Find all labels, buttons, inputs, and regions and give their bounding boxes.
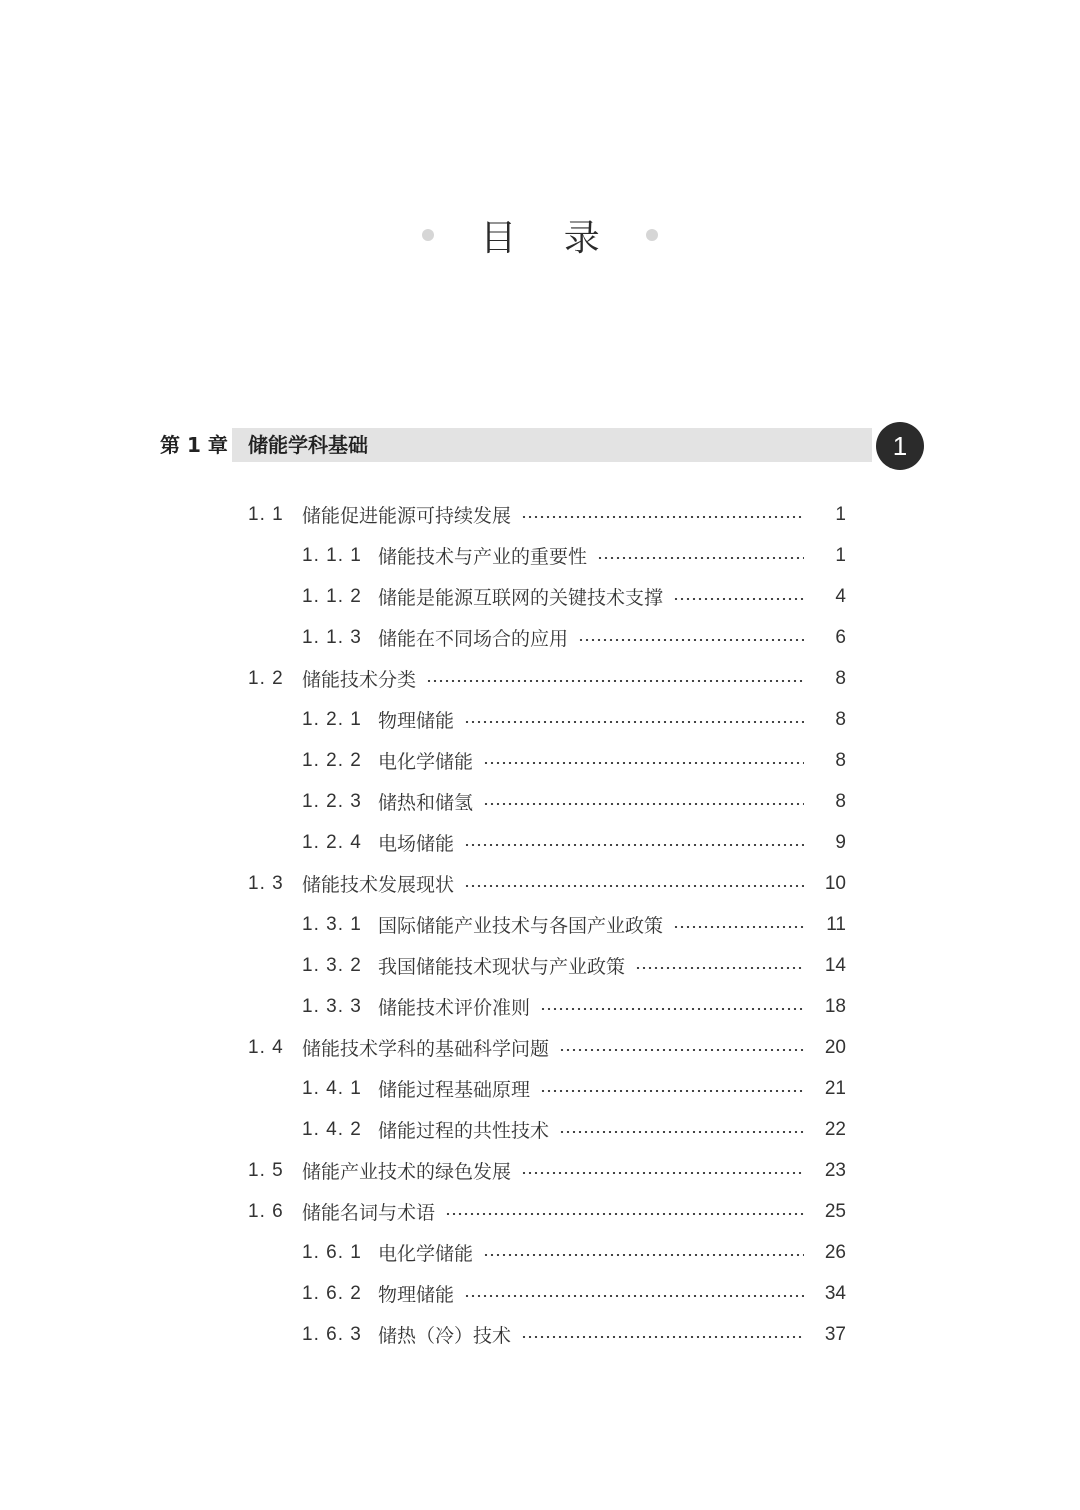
toc-entry-number: 1. 1 <box>248 503 284 525</box>
toc-entry-title: 储热和储氢 <box>378 792 474 814</box>
title-dot-left-icon <box>422 229 434 241</box>
toc-leader-dots <box>673 926 804 928</box>
toc-entry-page: 1 <box>835 503 846 525</box>
toc-entry-number: 1. 4. 2 <box>302 1118 362 1140</box>
page-title: 目 录 <box>480 217 618 259</box>
toc-entry-page: 8 <box>835 749 846 771</box>
toc-subsection-entry[interactable] <box>0 1314 1080 1355</box>
toc-leader-dots <box>635 967 804 969</box>
toc-entry-number: 1. 3. 2 <box>302 954 362 976</box>
toc-leader-dots <box>673 598 804 600</box>
toc-leader-dots <box>464 844 804 846</box>
toc-leader-dots <box>559 1049 804 1051</box>
toc-entry-title: 储能产业技术的绿色发展 <box>302 1161 512 1183</box>
toc-entry-page: 22 <box>824 1118 846 1140</box>
toc-section-entry[interactable] <box>0 494 1080 535</box>
toc-entry-title: 储能是能源互联网的关键技术支撑 <box>378 587 664 609</box>
toc-entry-title: 储能过程的共性技术 <box>378 1120 550 1142</box>
toc-subsection-entry[interactable] <box>0 1068 1080 1109</box>
toc-section-entry[interactable] <box>0 1150 1080 1191</box>
toc-entry-page: 10 <box>824 872 846 894</box>
toc-entry-title: 我国储能技术现状与产业政策 <box>378 956 626 978</box>
toc-leader-dots <box>578 639 804 641</box>
toc-leader-dots <box>521 1172 804 1174</box>
toc-entry-page: 25 <box>824 1200 846 1222</box>
toc-entry-number: 1. 5 <box>248 1159 284 1181</box>
toc-entry-number: 1. 2 <box>248 667 284 689</box>
toc-leader-dots <box>445 1213 804 1215</box>
chapter-header <box>160 424 930 466</box>
toc-entry-page: 1 <box>835 544 846 566</box>
toc-subsection-entry[interactable] <box>0 945 1080 986</box>
toc-subsection-entry[interactable] <box>0 1232 1080 1273</box>
toc-entry-title: 储能技术评价准则 <box>378 997 531 1019</box>
toc-entry-title: 国际储能产业技术与各国产业政策 <box>378 915 664 937</box>
toc-entry-title: 储能技术学科的基础科学问题 <box>302 1038 550 1060</box>
toc-entry-number: 1. 1. 3 <box>302 626 362 648</box>
toc-leader-dots <box>464 1295 804 1297</box>
toc-entry-title: 电化学储能 <box>378 1243 474 1265</box>
toc-subsection-entry[interactable] <box>0 699 1080 740</box>
toc-leader-dots <box>464 721 804 723</box>
toc-entry-title: 物理储能 <box>378 710 455 732</box>
toc-entry-title: 储能技术与产业的重要性 <box>378 546 588 568</box>
toc-entry-number: 1. 4. 1 <box>302 1077 362 1099</box>
toc-entry-title: 储能促进能源可持续发展 <box>302 505 512 527</box>
toc-entry-number: 1. 1. 1 <box>302 544 362 566</box>
toc-leader-dots <box>540 1008 804 1010</box>
toc-entry-number: 1. 3 <box>248 872 284 894</box>
toc-leader-dots <box>521 1336 804 1338</box>
toc-entry-page: 26 <box>824 1241 846 1263</box>
toc-entry-page: 37 <box>824 1323 846 1345</box>
toc-entry-number: 1. 3. 3 <box>302 995 362 1017</box>
toc-section-entry[interactable] <box>0 1027 1080 1068</box>
toc-subsection-entry[interactable] <box>0 781 1080 822</box>
toc-leader-dots <box>559 1131 804 1133</box>
toc-entry-page: 8 <box>835 790 846 812</box>
toc-entry-page: 8 <box>835 708 846 730</box>
toc-entry-number: 1. 4 <box>248 1036 284 1058</box>
toc-subsection-entry[interactable] <box>0 535 1080 576</box>
toc-entry-number: 1. 2. 2 <box>302 749 362 771</box>
toc-entry-page: 11 <box>826 913 846 935</box>
toc-entry-page: 9 <box>835 831 846 853</box>
chapter-number-badge: 1 <box>876 422 924 470</box>
toc-entry-page: 23 <box>824 1159 846 1181</box>
toc-subsection-entry[interactable] <box>0 576 1080 617</box>
toc-section-entry[interactable] <box>0 1191 1080 1232</box>
toc-entry-page: 8 <box>835 667 846 689</box>
toc-leader-dots <box>483 1254 804 1256</box>
toc-leader-dots <box>597 557 804 559</box>
toc-subsection-entry[interactable] <box>0 740 1080 781</box>
toc-section-entry[interactable] <box>0 658 1080 699</box>
toc-entry-number: 1. 6. 2 <box>302 1282 362 1304</box>
toc-entry-number: 1. 6 <box>248 1200 284 1222</box>
toc-entry-page: 20 <box>824 1036 846 1058</box>
toc-entry-page: 14 <box>824 954 846 976</box>
toc-entry-title: 储能名词与术语 <box>302 1202 436 1224</box>
table-of-contents <box>0 494 1080 1355</box>
toc-entry-title: 电场储能 <box>378 833 455 855</box>
toc-entry-title: 储热（冷）技术 <box>378 1325 512 1347</box>
toc-entry-number: 1. 6. 3 <box>302 1323 362 1345</box>
toc-entry-title: 电化学储能 <box>378 751 474 773</box>
toc-entry-title: 物理储能 <box>378 1284 455 1306</box>
toc-leader-dots <box>521 516 804 518</box>
toc-leader-dots <box>483 803 804 805</box>
toc-leader-dots <box>464 885 804 887</box>
toc-section-entry[interactable] <box>0 863 1080 904</box>
toc-entry-page: 34 <box>824 1282 846 1304</box>
toc-subsection-entry[interactable] <box>0 617 1080 658</box>
toc-entry-title: 储能技术发展现状 <box>302 874 455 896</box>
toc-entry-page: 18 <box>824 995 846 1017</box>
toc-subsection-entry[interactable] <box>0 986 1080 1027</box>
toc-entry-title: 储能过程基础原理 <box>378 1079 531 1101</box>
toc-entry-number: 1. 6. 1 <box>302 1241 362 1263</box>
toc-entry-number: 1. 3. 1 <box>302 913 362 935</box>
toc-leader-dots <box>540 1090 804 1092</box>
toc-subsection-entry[interactable] <box>0 822 1080 863</box>
toc-entry-title: 储能在不同场合的应用 <box>378 628 569 650</box>
chapter-number-label: 第 1 章 <box>160 433 228 457</box>
toc-entry-title: 储能技术分类 <box>302 669 417 691</box>
toc-entry-number: 1. 2. 3 <box>302 790 362 812</box>
toc-subsection-entry[interactable] <box>0 1273 1080 1314</box>
toc-subsection-entry[interactable] <box>0 1109 1080 1150</box>
toc-entry-number: 1. 2. 1 <box>302 708 362 730</box>
toc-subsection-entry[interactable] <box>0 904 1080 945</box>
toc-entry-page: 21 <box>824 1077 846 1099</box>
toc-leader-dots <box>483 762 804 764</box>
toc-entry-page: 4 <box>835 585 846 607</box>
title-dot-right-icon <box>646 229 658 241</box>
toc-leader-dots <box>426 680 804 682</box>
page-title-block <box>0 205 1080 265</box>
chapter-title: 储能学科基础 <box>248 433 368 457</box>
toc-entry-page: 6 <box>835 626 846 648</box>
toc-entry-number: 1. 2. 4 <box>302 831 362 853</box>
toc-entry-number: 1. 1. 2 <box>302 585 362 607</box>
